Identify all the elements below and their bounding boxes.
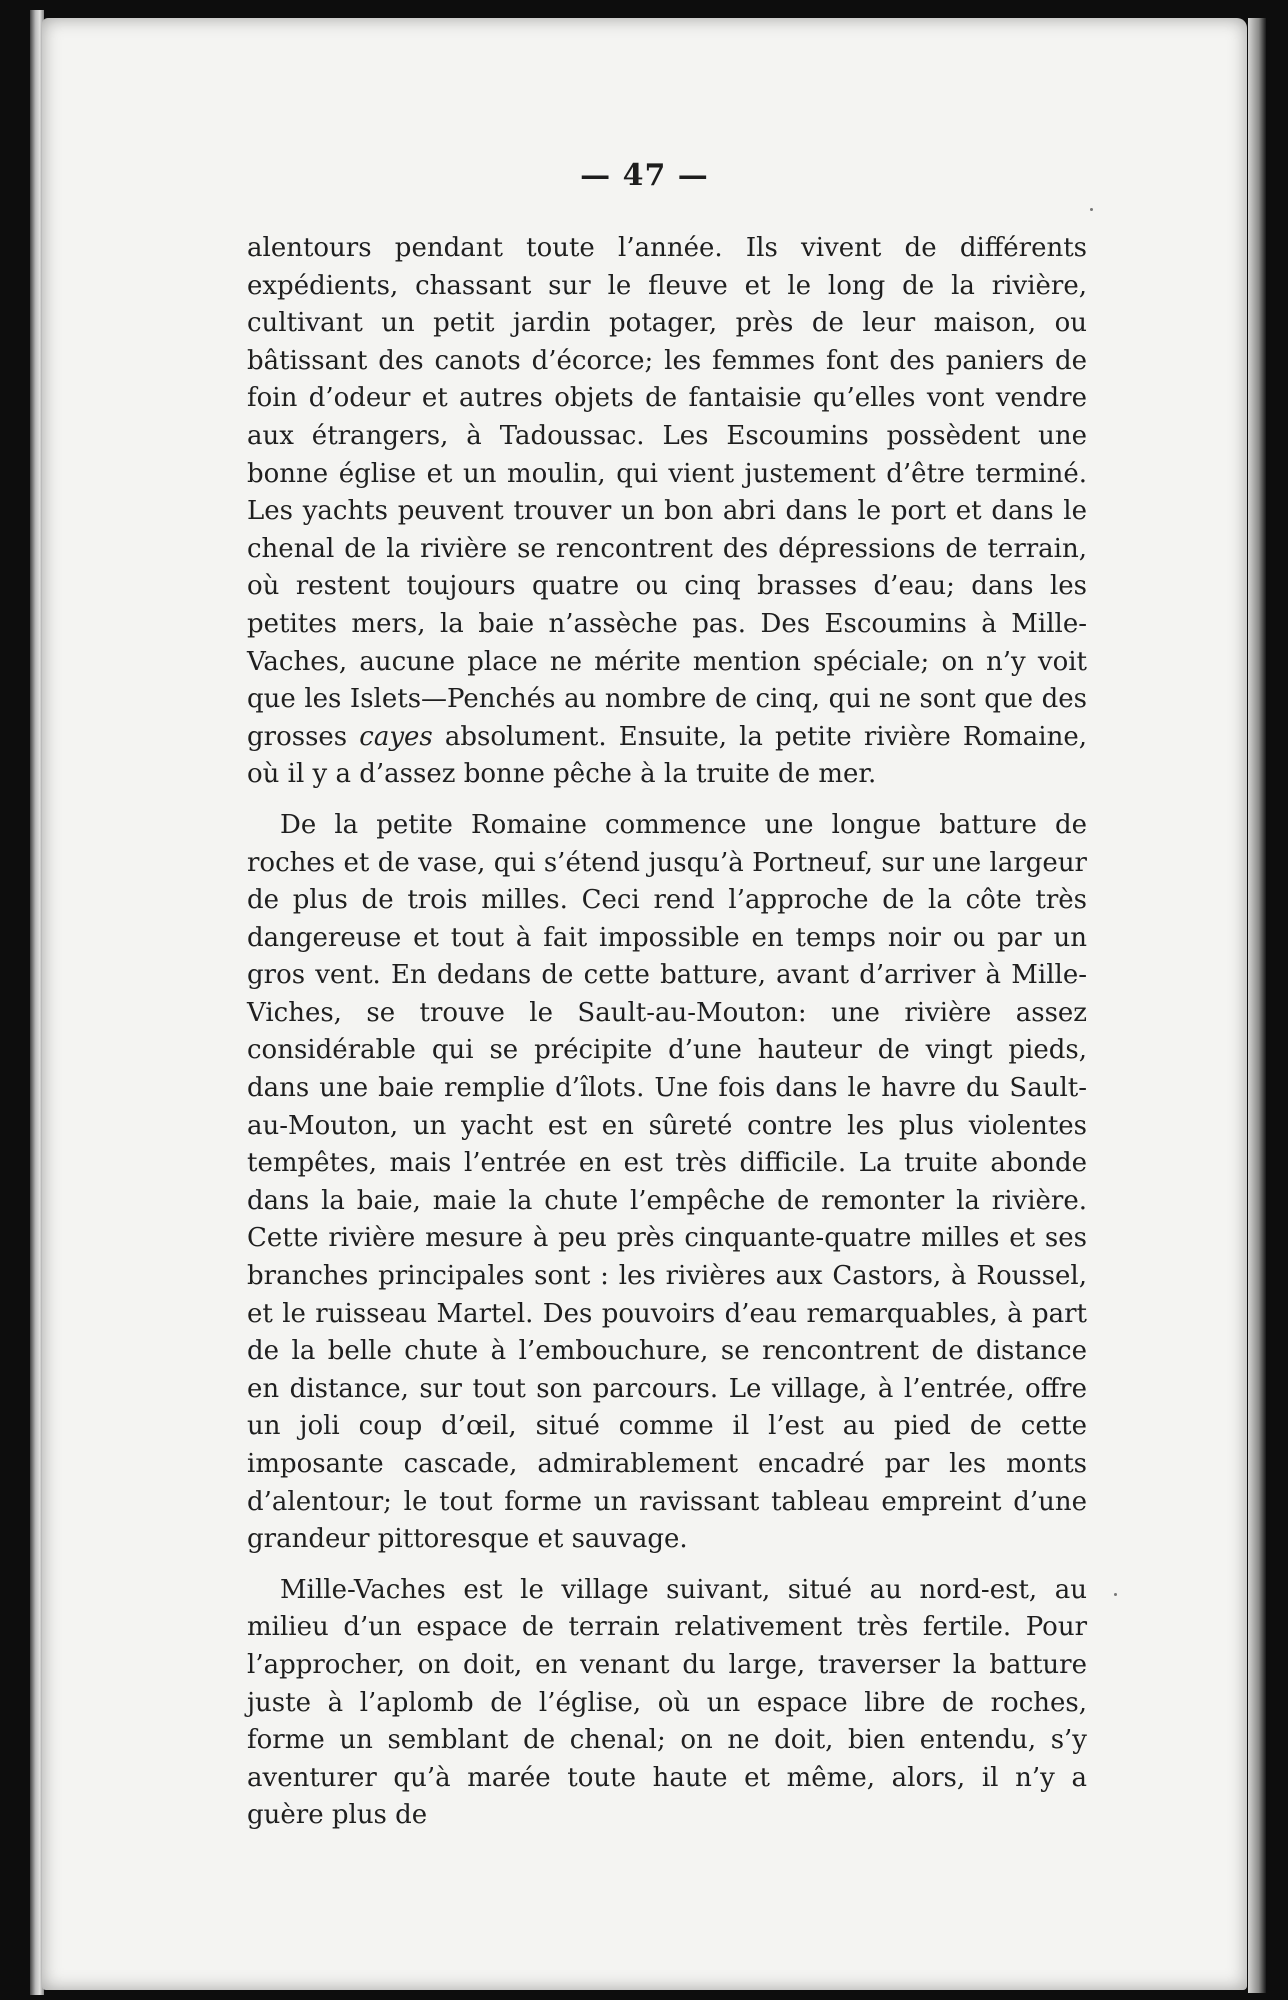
book-right-edge (1248, 18, 1266, 1993)
paragraph-2: De la petite Romaine commence une longue batture de roches et de vase, qui s’étend jusqu’à Portneuf, sur une largeur de plus de trois milles. Ceci rend l’approche de la côte très dangereuse et tout à fait impossible en temps noir ou par un gros vent. En dedans de cette batture, avant d’arriver à Mille-Viches, se trouve le Sault-au-Mouton: une rivière assez considérable qui se précipite d’une hauteur de vingt pieds, dans une baie remplie d’îlots. Une fois dans le havre du Sault-au-Mouton, un yacht est en sûreté contre les plus violentes tempêtes, mais l’entrée en est très difficile. La truite abonde dans la baie, maie la chute l’empêche de remonter la rivière. Cette rivière mesure à peu près cinquante-quatre milles et ses branches principales sont : les rivières aux Castors, à Roussel, et le ruisseau Martel. Des pouvoirs d’eau remarquables, à part de la belle chute à l’embouchure, se rencontrent de distance en distance, sur tout son parcours. Le village, à l’entrée, offre un joli coup d’œil, situé comme il l’est au pied de cette imposante cascade, admirablement encadré par les monts d’alentour; le tout forme un ravissant tableau empreint d’une grandeur pittoresque et sauvage. (247, 809, 1087, 1555)
paragraph-1-italic: cayes (359, 721, 433, 752)
page-body (247, 230, 1087, 1848)
paragraph-1-text-a: alentours pendant toute l’année. Ils vivent de différents expédients, chassant sur le fleuve et le long de la rivière, cultivant un petit jardin potager, près de leur maison, ou bâtissant des canots d’écorce; les femmes font des paniers de foin d’odeur et autres objets de fantaisie qu’elles vont vendre aux étrangers, à Tadoussac. Les Escoumins possèdent une bonne église et un moulin, qui vient justement d’être terminé. Les yachts peuvent trouver un bon abri dans le port et dans le chenal de la rivière se rencontrent des dépressions de terrain, où restent toujours quatre ou cinq brasses d’eau; dans les petites mers, la baie n’assèche pas. Des Escoumins à Mille-Vaches, aucune place ne mérite mention spéciale; on n’y voit que les Islets—Penchés au nombre de cinq, qui ne sont que des grosses (247, 233, 1087, 752)
paragraph-1 (247, 230, 1087, 794)
paragraph-3: Mille-Vaches est le village suivant, situé au nord-est, au milieu d’un espace de terrain relativement très fertile. Pour l’approcher, on doit, en venant du large, traverser la batture juste à l’aplomb de l’église, où un espace libre de roches, forme un semblant de chenal; on ne doit, bien entendu, s’y aventurer qu’à marée toute haute et même, alors, il n’y a guère plus de (247, 1574, 1087, 1831)
paragraph-1-text-b: absolument. Ensuite, la petite rivière Romaine, où il y a d’assez bonne pêche à la truite de mer. (247, 721, 1088, 790)
page-number: — 47 — (580, 158, 709, 193)
book-page (42, 18, 1247, 1990)
scan-speck (1090, 208, 1093, 211)
scan-speck (1114, 1593, 1117, 1596)
